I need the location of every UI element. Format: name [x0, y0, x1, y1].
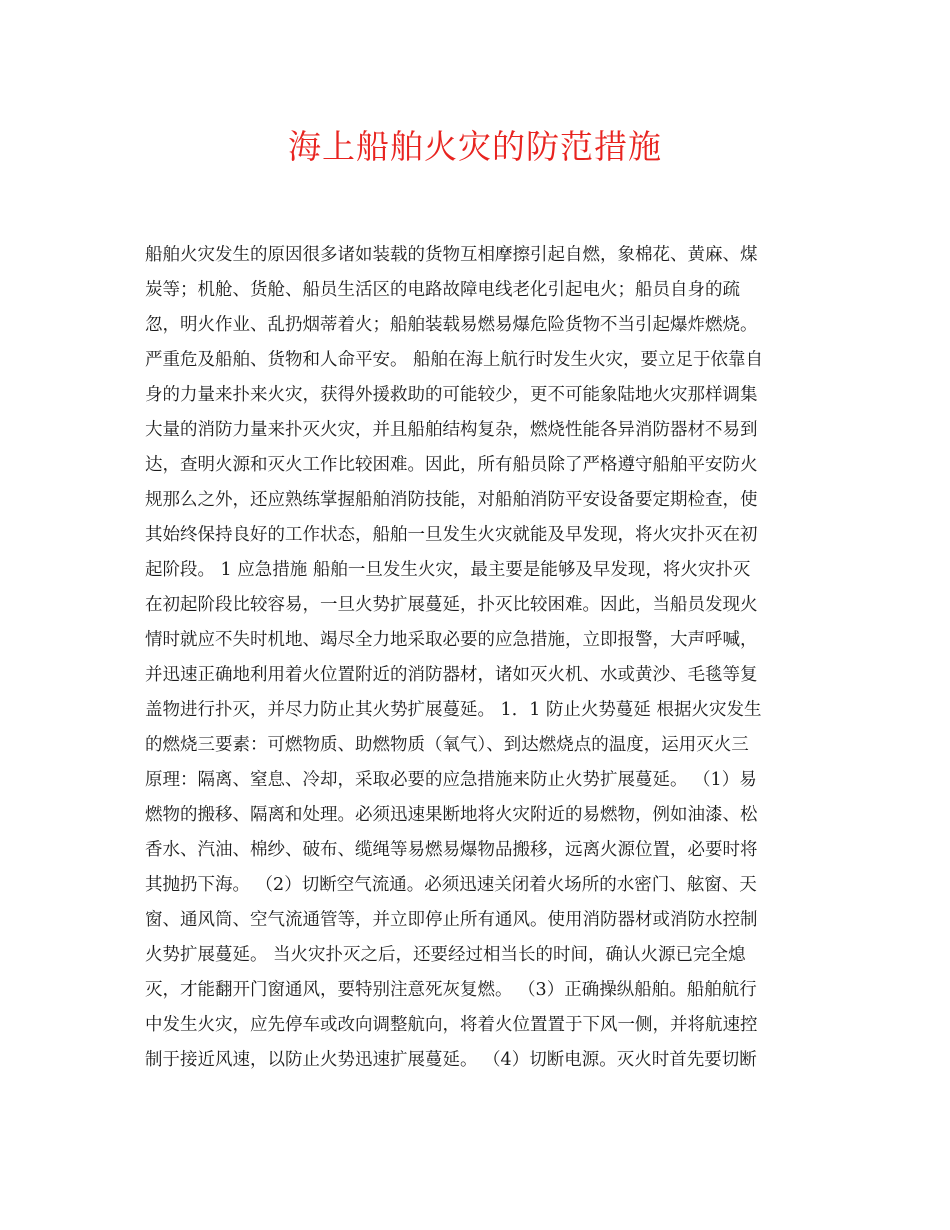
body-line: 中发生火灾，应先停车或改向调整航向，将着火位置置于下风一侧，并将航速控 — [145, 1015, 758, 1035]
body-line: 并迅速正确地利用着火位置附近的消防器材，诸如灭火机、水或黄沙、毛毯等复 — [145, 665, 758, 685]
body-line: 情时就应不失时机地、竭尽全力地采取必要的应急措施，立即报警，大声呼喊， — [145, 630, 758, 650]
body-line: 香水、汽油、棉纱、破布、缆绳等易燃易爆物品搬移，远离火源位置，必要时将 — [145, 840, 758, 860]
body-line: 火势扩展蔓延。 当火灾扑灭之后，还要经过相当长的时间，确认火源已完全熄 — [145, 945, 746, 965]
body-line: 规那么之外，还应熟练掌握船舶消防技能，对船舶消防平安设备要定期检查，使 — [145, 490, 758, 510]
body-line: 其始终保持良好的工作状态，船舶一旦发生火灾就能及早发现，将火灾扑灭在初 — [145, 525, 758, 545]
body-line: 原理：隔离、窒息、冷却，采取必要的应急措施来防止火势扩展蔓延。 （1）易 — [145, 770, 757, 790]
body-line: 在初起阶段比较容易，一旦火势扩展蔓延，扑灭比较困难。因此，当船员发现火 — [145, 595, 758, 615]
body-text — [145, 238, 815, 1078]
body-line: 窗、通风筒、空气流通管等，并立即停止所有通风。使用消防器材或消防水控制 — [145, 910, 758, 930]
body-line: 达，查明火源和灭火工作比较困难。因此，所有船员除了严格遵守船舶平安防火 — [145, 455, 758, 475]
body-line: 身的力量来扑来火灾，获得外援救助的可能较少，更不可能象陆地火灾那样调集 — [145, 385, 758, 405]
body-line: 忽，明火作业、乱扔烟蒂着火；船舶装载易燃易爆危险货物不当引起爆炸燃烧。 — [145, 315, 758, 335]
body-line: 盖物进行扑灭，并尽力防止其火势扩展蔓延。 1．1 防止火势蔓延 根据火灾发生 — [145, 700, 762, 720]
body-line: 船舶火灾发生的原因很多诸如装载的货物互相摩擦引起自燃，象棉花、黄麻、煤 — [145, 245, 758, 265]
body-line: 的燃烧三要素：可燃物质、助燃物质（氧气）、到达燃烧点的温度，运用灭火三 — [145, 735, 749, 755]
body-line: 其抛扔下海。 （2）切断空气流通。必须迅速关闭着火场所的水密门、舷窗、天 — [145, 875, 757, 895]
page-title: 海上船舶火灾的防范措施 — [288, 127, 662, 166]
body-line: 制于接近风速，以防止火势迅速扩展蔓延。 （4）切断电源。灭火时首先要切断 — [145, 1050, 757, 1070]
body-line: 起阶段。 1 应急措施 船舶一旦发生火灾，最主要是能够及早发现，将火灾扑灭 — [145, 560, 751, 580]
body-line: 严重危及船舶、货物和人命平安。 船舶在海上航行时发生火灾，要立足于依靠自 — [145, 350, 764, 370]
body-line: 炭等；机舱、货舱、船员生活区的电路故障电线老化引起电火；船员自身的疏 — [145, 280, 740, 300]
body-line: 燃物的搬移、隔离和处理。必须迅速果断地将火灾附近的易燃物，例如油漆、松 — [145, 805, 758, 825]
body-line: 大量的消防力量来扑灭火灾，并且船舶结构复杂，燃烧性能各异消防器材不易到 — [145, 420, 758, 440]
body-line: 灭，才能翻开门窗通风，要特别注意死灰复燃。 （3）正确操纵船舶。船舶航行 — [145, 980, 757, 1000]
